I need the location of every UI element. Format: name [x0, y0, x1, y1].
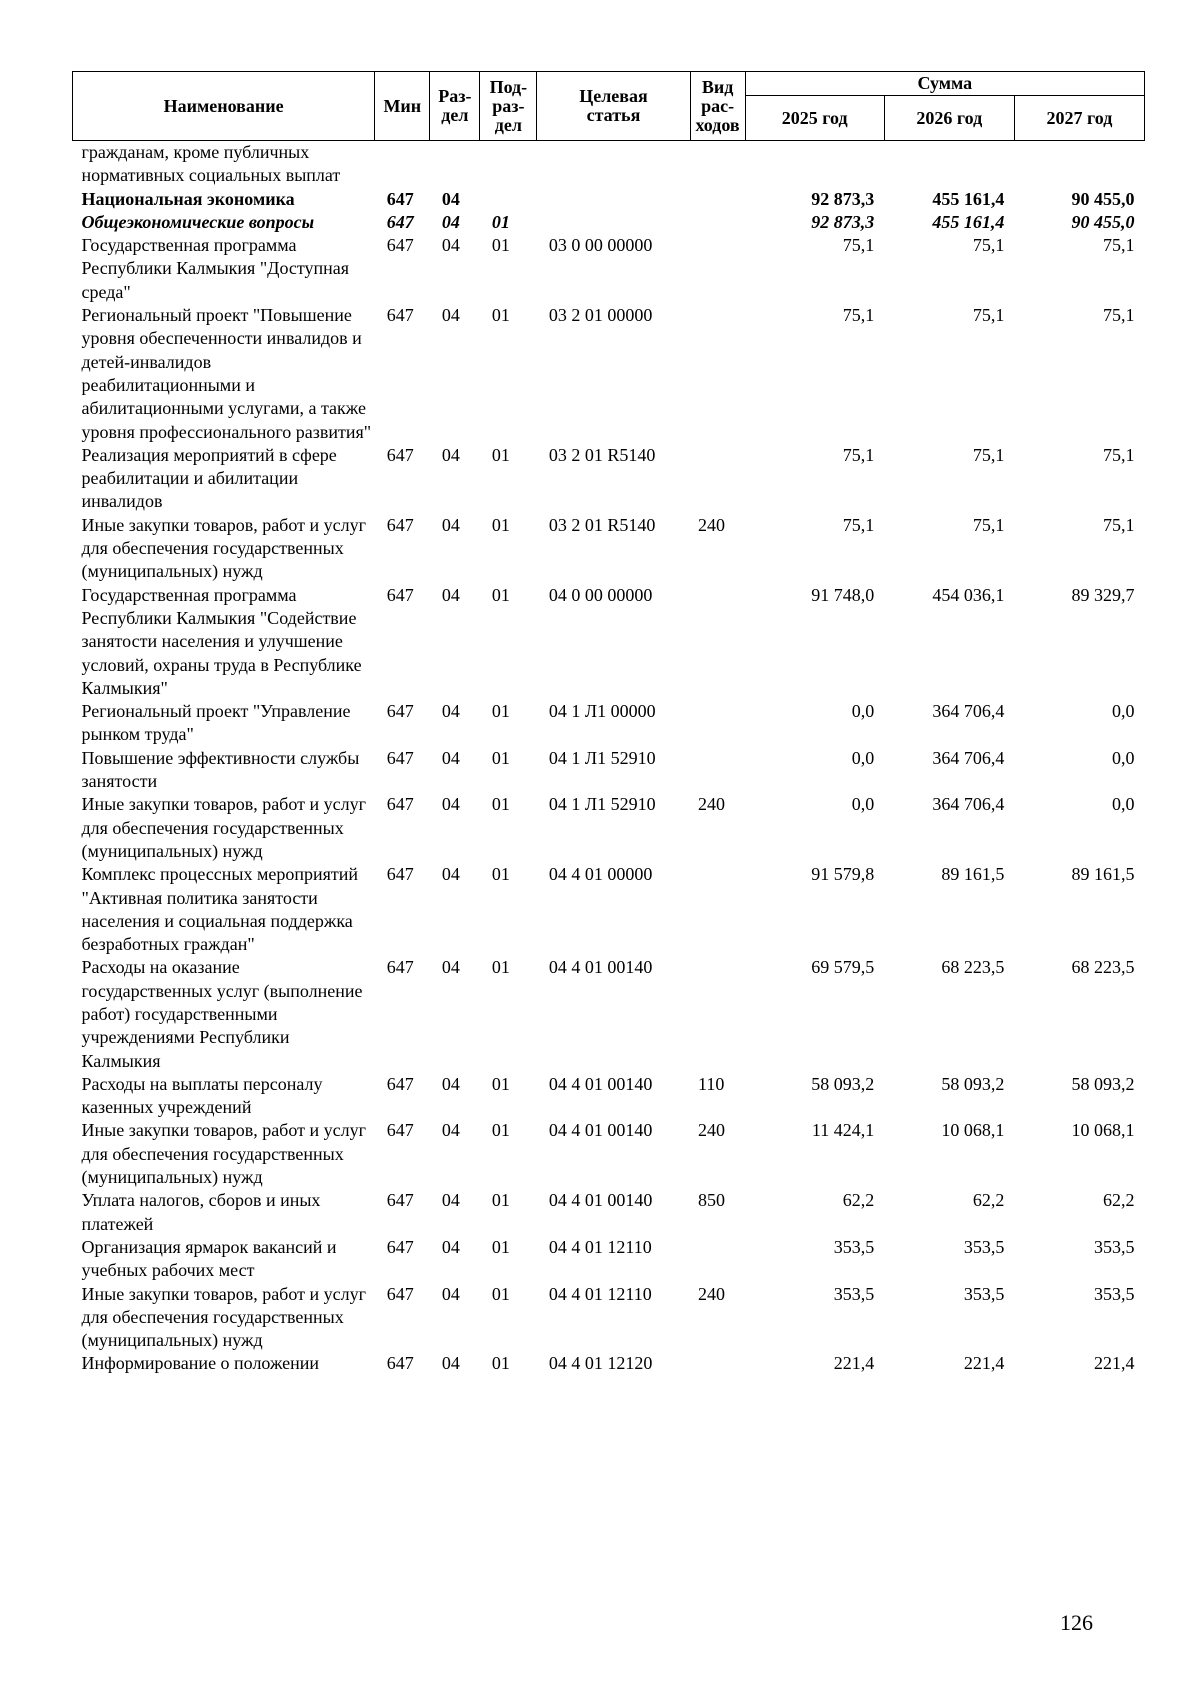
row-2027: 89 161,5 [1071, 864, 1135, 885]
table-row [73, 1352, 1145, 1375]
row-name: Региональный проект "Управление рынком труда" [81, 701, 351, 745]
row-2027: 89 329,7 [1071, 584, 1135, 605]
row-podrazdel: 01 [491, 747, 510, 768]
row-2026: 364 706,4 [932, 701, 1005, 722]
row-razdel: 04 [441, 584, 460, 605]
row-vid [690, 956, 745, 1072]
table-row [73, 234, 1145, 304]
row-2025: 91 748,0 [811, 584, 875, 605]
row-2025: 58 093,2 [811, 1073, 875, 1094]
row-vid [690, 234, 745, 304]
header-name: Наименование [73, 72, 375, 141]
header-podrazdel [480, 72, 537, 141]
row-2025: 11 424,1 [811, 1120, 875, 1141]
row-razdel: 04 [441, 188, 460, 209]
row-2027: 90 455,0 [1071, 188, 1135, 209]
row-celevaya: 04 4 01 00000 [548, 864, 653, 885]
header-celevaya-text: Целевая статья [579, 86, 648, 125]
row-razdel: 04 [441, 514, 460, 535]
row-min: 647 [386, 1353, 414, 1374]
row-min: 647 [386, 305, 414, 326]
row-celevaya [537, 211, 690, 234]
row-razdel: 04 [441, 1353, 460, 1374]
table-row [73, 793, 1145, 863]
row-razdel: 04 [441, 1236, 460, 1257]
table-header [73, 72, 1145, 141]
header-min: Мин [375, 72, 430, 141]
row-2026: 455 161,4 [932, 211, 1005, 232]
row-razdel: 04 [441, 747, 460, 768]
row-2027: 90 455,0 [1071, 211, 1135, 232]
row-name: Организация ярмарок вакансий и учебных рабочих мест [81, 1236, 337, 1281]
row-2026: 454 036,1 [932, 584, 1005, 605]
row-razdel: 04 [441, 305, 460, 326]
header-2026: 2026 год [884, 96, 1014, 141]
row-2026: 353,5 [963, 1236, 1005, 1257]
row-celevaya [537, 188, 690, 211]
row-name: Уплата налогов, сборов и иных платежей [81, 1190, 321, 1234]
row-2027: 221,4 [1094, 1353, 1135, 1374]
row-razdel [430, 141, 480, 188]
row-razdel: 04 [441, 211, 460, 232]
row-razdel: 04 [441, 1190, 460, 1211]
table-row [73, 1189, 1145, 1236]
row-min: 647 [386, 1120, 414, 1141]
row-name: Расходы на выплаты персоналу казенных учреждений [81, 1073, 323, 1118]
row-min: 647 [386, 584, 414, 605]
row-razdel: 04 [441, 1283, 460, 1304]
budget-table [72, 71, 1145, 1376]
row-razdel: 04 [441, 957, 460, 978]
row-2025: 0,0 [851, 794, 875, 815]
row-2026: 455 161,4 [932, 188, 1005, 209]
row-razdel: 04 [441, 1073, 460, 1094]
row-2027: 75,1 [1103, 444, 1135, 465]
row-podrazdel: 01 [491, 444, 510, 465]
row-2025: 353,5 [833, 1283, 875, 1304]
row-2027: 0,0 [1112, 794, 1135, 815]
row-2025: 62,2 [842, 1190, 875, 1211]
row-2026: 221,4 [963, 1353, 1005, 1374]
table-row [73, 141, 1145, 188]
row-2027: 58 093,2 [1071, 1073, 1135, 1094]
row-podrazdel: 01 [491, 701, 510, 722]
row-min: 647 [386, 1283, 414, 1304]
row-2027: 75,1 [1103, 305, 1135, 326]
row-vid [690, 747, 745, 794]
row-podrazdel: 01 [491, 864, 510, 885]
row-min: 647 [386, 864, 414, 885]
header-razdel-text: Раз- дел [438, 86, 472, 125]
row-2027: 0,0 [1112, 747, 1135, 768]
table-row [73, 304, 1145, 444]
row-podrazdel: 01 [491, 305, 510, 326]
row-2026: 364 706,4 [932, 794, 1005, 815]
row-2026: 75,1 [972, 235, 1005, 256]
row-celevaya: 03 2 01 00000 [548, 305, 653, 326]
row-celevaya: 04 4 01 00140 [548, 1120, 653, 1141]
row-2027: 353,5 [1094, 1283, 1135, 1304]
row-2026 [884, 141, 1014, 188]
row-vid [690, 444, 745, 514]
row-2025: 75,1 [842, 444, 875, 465]
row-name: Реализация мероприятий в сфере реабилитации и абилитации инвалидов [81, 444, 337, 512]
row-vid: 110 [698, 1073, 725, 1094]
row-2025: 92 873,3 [811, 211, 875, 232]
row-min: 647 [386, 1236, 414, 1257]
row-razdel: 04 [441, 235, 460, 256]
row-podrazdel: 01 [491, 1120, 510, 1141]
row-2025: 75,1 [842, 235, 875, 256]
row-2025: 69 579,5 [811, 957, 875, 978]
row-2025: 353,5 [833, 1236, 875, 1257]
header-2027: 2027 год [1014, 96, 1144, 141]
row-min [375, 141, 430, 188]
row-2026: 58 093,2 [941, 1073, 1005, 1094]
row-min: 647 [386, 1190, 414, 1211]
header-2025: 2025 год [745, 96, 884, 141]
row-podrazdel: 01 [491, 1073, 510, 1094]
table-row [73, 700, 1145, 747]
row-2027: 10 068,1 [1071, 1120, 1135, 1141]
row-2025 [745, 141, 884, 188]
row-celevaya: 03 0 00 00000 [548, 235, 653, 256]
row-2025: 75,1 [842, 305, 875, 326]
row-razdel: 04 [441, 864, 460, 885]
row-name: Общеэкономические вопросы [81, 211, 315, 232]
row-name: Иные закупки товаров, работ и услуг для обеспечения государственных (муниципальных) нужд [81, 1120, 366, 1188]
row-2027: 353,5 [1094, 1236, 1135, 1257]
row-celevaya: 04 4 01 12110 [548, 1236, 652, 1257]
row-podrazdel: 01 [491, 794, 510, 815]
row-name: Комплекс процессных мероприятий "Активная политика занятости населения и социальная поддержка безработных граждан" [81, 864, 359, 955]
row-name: Расходы на оказание государственных услуг (выполнение работ) государственными учреждениями Республики Калмыкия [81, 957, 363, 1071]
row-celevaya: 04 1 Л1 52910 [548, 747, 656, 768]
row-vid [690, 211, 745, 234]
row-podrazdel: 01 [491, 1236, 510, 1257]
row-2027: 75,1 [1103, 235, 1135, 256]
table-row [73, 747, 1145, 794]
row-2026: 75,1 [972, 444, 1005, 465]
row-celevaya: 03 2 01 R5140 [548, 444, 656, 465]
row-vid: 850 [698, 1190, 726, 1211]
row-celevaya: 04 4 01 12110 [548, 1283, 652, 1304]
row-vid [690, 863, 745, 956]
row-podrazdel: 01 [491, 514, 510, 535]
row-celevaya: 03 2 01 R5140 [548, 514, 656, 535]
row-podrazdel: 01 [491, 584, 510, 605]
row-vid [690, 304, 745, 444]
row-vid [690, 700, 745, 747]
row-2025: 0,0 [851, 747, 875, 768]
row-2026: 62,2 [972, 1190, 1005, 1211]
table-row [73, 188, 1145, 211]
page-number: 126 [1060, 1610, 1093, 1635]
row-2027: 0,0 [1112, 701, 1135, 722]
row-podrazdel [480, 141, 537, 188]
row-celevaya: 04 1 Л1 52910 [548, 794, 656, 815]
row-name: Иные закупки товаров, работ и услуг для обеспечения государственных (муниципальных) нужд [81, 1283, 366, 1351]
table-row [73, 584, 1145, 700]
row-name: Иные закупки товаров, работ и услуг для обеспечения государственных (муниципальных) нужд [81, 794, 366, 861]
row-vid [690, 1236, 745, 1283]
row-2026: 89 161,5 [941, 864, 1005, 885]
row-celevaya [537, 141, 690, 188]
row-name: Повышение эффективности службы занятости [81, 747, 360, 792]
row-vid: 240 [698, 1120, 726, 1141]
row-min: 647 [386, 514, 414, 535]
row-2027 [1014, 141, 1144, 188]
row-name: Информирование о положении [81, 1353, 320, 1374]
row-2025: 221,4 [833, 1353, 875, 1374]
row-podrazdel: 01 [491, 235, 510, 256]
row-podrazdel [480, 188, 537, 211]
row-vid [690, 188, 745, 211]
row-name: Национальная экономика [81, 188, 295, 209]
header-vid [690, 72, 745, 141]
row-min: 647 [386, 701, 414, 722]
row-min: 647 [386, 444, 414, 465]
row-2026: 10 068,1 [941, 1120, 1005, 1141]
row-razdel: 04 [441, 701, 460, 722]
header-celevaya [537, 72, 690, 141]
header-vid-text: Вид рас- ходов [695, 76, 740, 135]
table-row [73, 1073, 1145, 1120]
row-vid [690, 1352, 745, 1375]
row-podrazdel: 01 [491, 211, 510, 232]
row-vid: 240 [698, 514, 726, 535]
row-vid [690, 141, 745, 188]
table-row [73, 1119, 1145, 1189]
row-podrazdel: 01 [491, 1190, 510, 1211]
row-name: Иные закупки товаров, работ и услуг для обеспечения государственных (муниципальных) нужд [81, 514, 366, 582]
row-podrazdel: 01 [491, 1353, 510, 1374]
table-row [73, 211, 1145, 234]
row-celevaya: 04 1 Л1 00000 [548, 701, 656, 722]
row-min: 647 [386, 211, 414, 232]
table-row [73, 863, 1145, 956]
row-2026: 68 223,5 [941, 957, 1005, 978]
row-min: 647 [386, 747, 414, 768]
table-row [73, 514, 1145, 584]
row-name: Региональный проект "Повышение уровня обеспеченности инвалидов и детей-инвалидов реабилитационными и абилитационными услугами, а также уровня профессионального развития" [81, 305, 372, 442]
row-celevaya: 04 4 01 00140 [548, 1073, 653, 1094]
row-2027: 62,2 [1103, 1190, 1135, 1211]
row-2027: 68 223,5 [1071, 957, 1135, 978]
table-row [73, 444, 1145, 514]
row-2026: 75,1 [972, 514, 1005, 535]
row-vid: 240 [698, 794, 726, 815]
row-name: Государственная программа Республики Калмыкия "Содействие занятости населения и улучшение условий, охраны труда в Республике Калмыкия" [81, 584, 362, 698]
table-row [73, 1283, 1145, 1353]
row-podrazdel: 01 [491, 957, 510, 978]
row-2026: 364 706,4 [932, 747, 1005, 768]
row-celevaya: 04 4 01 12120 [548, 1353, 653, 1374]
row-min: 647 [386, 794, 414, 815]
row-celevaya: 04 4 01 00140 [548, 1190, 653, 1211]
budget-table-sheet [72, 71, 1145, 1376]
row-razdel: 04 [441, 794, 460, 815]
row-celevaya: 04 4 01 00140 [548, 957, 653, 978]
row-vid: 240 [698, 1283, 726, 1304]
table-body [73, 141, 1145, 1376]
row-2025: 0,0 [851, 701, 875, 722]
row-razdel: 04 [441, 1120, 460, 1141]
row-min: 647 [386, 188, 414, 209]
row-2027: 75,1 [1103, 514, 1135, 535]
header-podrazdel-text: Под- раз- дел [489, 76, 528, 135]
row-2025: 92 873,3 [811, 188, 875, 209]
row-2025: 75,1 [842, 514, 875, 535]
row-name: гражданам, кроме публичных нормативных социальных выплат [81, 142, 341, 186]
table-row [73, 956, 1145, 1072]
row-razdel: 04 [441, 444, 460, 465]
row-vid [690, 584, 745, 700]
header-summa: Сумма [745, 72, 1144, 96]
row-2026: 353,5 [963, 1283, 1005, 1304]
row-name: Государственная программа Республики Калмыкия "Доступная среда" [81, 235, 350, 302]
row-min: 647 [386, 235, 414, 256]
row-min: 647 [386, 957, 414, 978]
row-2025: 91 579,8 [811, 864, 875, 885]
header-razdel [430, 72, 480, 141]
row-celevaya: 04 0 00 00000 [548, 584, 653, 605]
table-row [73, 1236, 1145, 1283]
row-2026: 75,1 [972, 305, 1005, 326]
row-min: 647 [386, 1073, 414, 1094]
row-podrazdel: 01 [491, 1283, 510, 1304]
